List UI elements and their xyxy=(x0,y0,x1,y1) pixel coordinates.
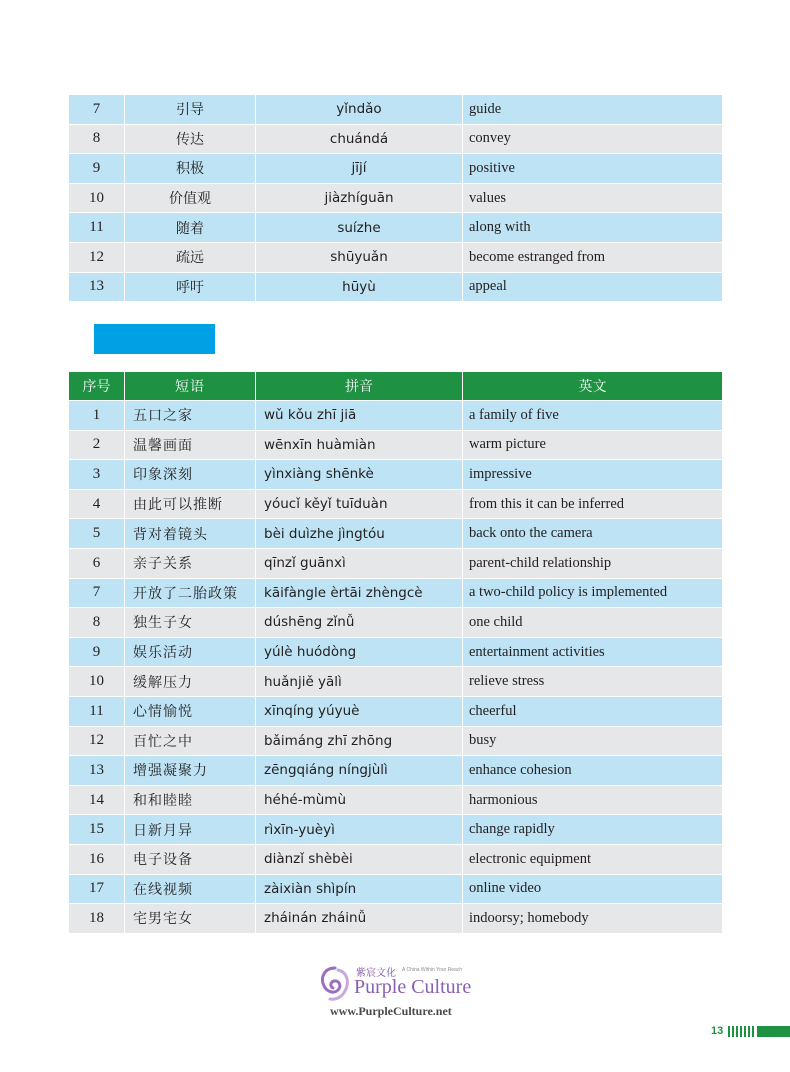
pinyin: chuándá xyxy=(256,124,463,154)
table-row xyxy=(69,430,723,460)
chinese-phrase: 印象深刻 xyxy=(125,460,256,490)
pinyin: wǔ kǒu zhī jiā xyxy=(256,401,463,431)
chinese-phrase: 日新月异 xyxy=(125,815,256,845)
header-phrase: 短语 xyxy=(125,372,256,401)
watermark-url: www.PurpleCulture.net xyxy=(330,1004,452,1018)
table-row xyxy=(69,696,723,726)
row-number: 18 xyxy=(69,904,125,934)
chinese-word: 引导 xyxy=(125,95,256,125)
pinyin: jījí xyxy=(256,154,463,184)
english-meaning: enhance cohesion xyxy=(463,756,723,786)
english-meaning: busy xyxy=(463,726,723,756)
table-row xyxy=(69,213,723,243)
pinyin: héhé-mùmù xyxy=(256,785,463,815)
table-row xyxy=(69,95,723,125)
table-row xyxy=(69,183,723,213)
english-meaning: convey xyxy=(463,124,723,154)
table-row xyxy=(69,272,723,302)
english-meaning: positive xyxy=(463,154,723,184)
pinyin: diànzǐ shèbèi xyxy=(256,844,463,874)
row-number: 7 xyxy=(69,95,125,125)
chinese-word: 价值观 xyxy=(125,183,256,213)
english-meaning: online video xyxy=(463,874,723,904)
row-number: 5 xyxy=(69,519,125,549)
chinese-phrase: 心情愉悦 xyxy=(125,696,256,726)
row-number: 9 xyxy=(69,637,125,667)
chinese-phrase: 在线视频 xyxy=(125,874,256,904)
row-number: 6 xyxy=(69,548,125,578)
row-number: 12 xyxy=(69,242,125,272)
row-number: 16 xyxy=(69,844,125,874)
table-row xyxy=(69,667,723,697)
watermark-chinese-name: 紫宸文化 xyxy=(356,968,396,979)
table-row xyxy=(69,242,723,272)
english-meaning: one child xyxy=(463,608,723,638)
english-meaning: along with xyxy=(463,213,723,243)
table-row xyxy=(69,904,723,934)
row-number: 9 xyxy=(69,154,125,184)
row-number: 14 xyxy=(69,785,125,815)
english-meaning: warm picture xyxy=(463,430,723,460)
table-row xyxy=(69,124,723,154)
header-pinyin: 拼音 xyxy=(256,372,463,401)
footer-bar xyxy=(757,1026,790,1037)
vocabulary-table xyxy=(68,94,723,302)
english-meaning: relieve stress xyxy=(463,667,723,697)
english-meaning: values xyxy=(463,183,723,213)
table-row xyxy=(69,874,723,904)
table-row xyxy=(69,608,723,638)
row-number: 2 xyxy=(69,430,125,460)
chinese-phrase: 电子设备 xyxy=(125,844,256,874)
table-row xyxy=(69,844,723,874)
pinyin: jiàzhíguān xyxy=(256,183,463,213)
chinese-word: 传达 xyxy=(125,124,256,154)
table-row xyxy=(69,154,723,184)
row-number: 10 xyxy=(69,183,125,213)
watermark-brand-name: Purple Culture xyxy=(354,976,472,998)
table-row xyxy=(69,401,723,431)
english-meaning: harmonious xyxy=(463,785,723,815)
chinese-word: 疏远 xyxy=(125,242,256,272)
pinyin: zàixiàn shìpín xyxy=(256,874,463,904)
english-meaning: a family of five xyxy=(463,401,723,431)
table-row xyxy=(69,785,723,815)
chinese-word: 积极 xyxy=(125,154,256,184)
pinyin: hūyù xyxy=(256,272,463,302)
chinese-word: 呼吁 xyxy=(125,272,256,302)
english-meaning: back onto the camera xyxy=(463,519,723,549)
pinyin: suízhe xyxy=(256,213,463,243)
pinyin: yìnxiàng shēnkè xyxy=(256,460,463,490)
chinese-phrase: 五口之家 xyxy=(125,401,256,431)
chinese-phrase: 和和睦睦 xyxy=(125,785,256,815)
english-meaning: guide xyxy=(463,95,723,125)
pinyin: huǎnjiě yālì xyxy=(256,667,463,697)
section-label-bar xyxy=(94,324,215,354)
footer-stripes xyxy=(728,1026,756,1037)
purple-culture-logo-icon xyxy=(318,964,352,1002)
pinyin: wēnxīn huàmiàn xyxy=(256,430,463,460)
english-meaning: indoorsy; homebody xyxy=(463,904,723,934)
english-meaning: electronic equipment xyxy=(463,844,723,874)
row-number: 17 xyxy=(69,874,125,904)
english-meaning: parent-child relationship xyxy=(463,548,723,578)
pinyin: xīnqíng yúyuè xyxy=(256,696,463,726)
english-meaning: cheerful xyxy=(463,696,723,726)
row-number: 8 xyxy=(69,124,125,154)
table-row xyxy=(69,726,723,756)
pinyin: rìxīn-yuèyì xyxy=(256,815,463,845)
watermark-tagline: A China Within Your Reach xyxy=(402,967,463,973)
pinyin: zēngqiáng níngjùlì xyxy=(256,756,463,786)
row-number: 13 xyxy=(69,756,125,786)
chinese-phrase: 百忙之中 xyxy=(125,726,256,756)
row-number: 7 xyxy=(69,578,125,608)
header-number: 序号 xyxy=(69,372,125,401)
table-row xyxy=(69,519,723,549)
pinyin: qīnzǐ guānxì xyxy=(256,548,463,578)
table-row xyxy=(69,460,723,490)
english-meaning: entertainment activities xyxy=(463,637,723,667)
pinyin: zháinán zháinǚ xyxy=(256,904,463,934)
table-row xyxy=(69,637,723,667)
pinyin: bǎimáng zhī zhōng xyxy=(256,726,463,756)
pinyin: kāifàngle èrtāi zhèngcè xyxy=(256,578,463,608)
chinese-word: 随着 xyxy=(125,213,256,243)
row-number: 4 xyxy=(69,489,125,519)
english-meaning: impressive xyxy=(463,460,723,490)
row-number: 15 xyxy=(69,815,125,845)
chinese-phrase: 背对着镜头 xyxy=(125,519,256,549)
table-header-row xyxy=(69,372,723,401)
english-meaning: appeal xyxy=(463,272,723,302)
purple-culture-watermark xyxy=(318,962,488,1022)
chinese-phrase: 独生子女 xyxy=(125,608,256,638)
row-number: 11 xyxy=(69,696,125,726)
row-number: 1 xyxy=(69,401,125,431)
english-meaning: become estranged from xyxy=(463,242,723,272)
row-number: 3 xyxy=(69,460,125,490)
row-number: 8 xyxy=(69,608,125,638)
english-meaning: a two-child policy is implemented xyxy=(463,578,723,608)
english-meaning: from this it can be inferred xyxy=(463,489,723,519)
row-number: 10 xyxy=(69,667,125,697)
pinyin: shūyuǎn xyxy=(256,242,463,272)
table-row xyxy=(69,756,723,786)
chinese-phrase: 开放了二胎政策 xyxy=(125,578,256,608)
chinese-phrase: 缓解压力 xyxy=(125,667,256,697)
english-meaning: change rapidly xyxy=(463,815,723,845)
table-row xyxy=(69,548,723,578)
header-english: 英文 xyxy=(463,372,723,401)
chinese-phrase: 娱乐活动 xyxy=(125,637,256,667)
table-row xyxy=(69,489,723,519)
table-row xyxy=(69,578,723,608)
pinyin: yǐndǎo xyxy=(256,95,463,125)
chinese-phrase: 由此可以推断 xyxy=(125,489,256,519)
phrase-table xyxy=(68,371,723,934)
row-number: 11 xyxy=(69,213,125,243)
chinese-phrase: 亲子关系 xyxy=(125,548,256,578)
chinese-phrase: 温馨画面 xyxy=(125,430,256,460)
pinyin: yúlè huódòng xyxy=(256,637,463,667)
chinese-phrase: 宅男宅女 xyxy=(125,904,256,934)
pinyin: yóucǐ kěyǐ tuīduàn xyxy=(256,489,463,519)
page-number: 13 xyxy=(711,1025,724,1037)
table-row xyxy=(69,815,723,845)
row-number: 12 xyxy=(69,726,125,756)
row-number: 13 xyxy=(69,272,125,302)
pinyin: dúshēng zǐnǚ xyxy=(256,608,463,638)
pinyin: bèi duìzhe jìngtóu xyxy=(256,519,463,549)
chinese-phrase: 增强凝聚力 xyxy=(125,756,256,786)
